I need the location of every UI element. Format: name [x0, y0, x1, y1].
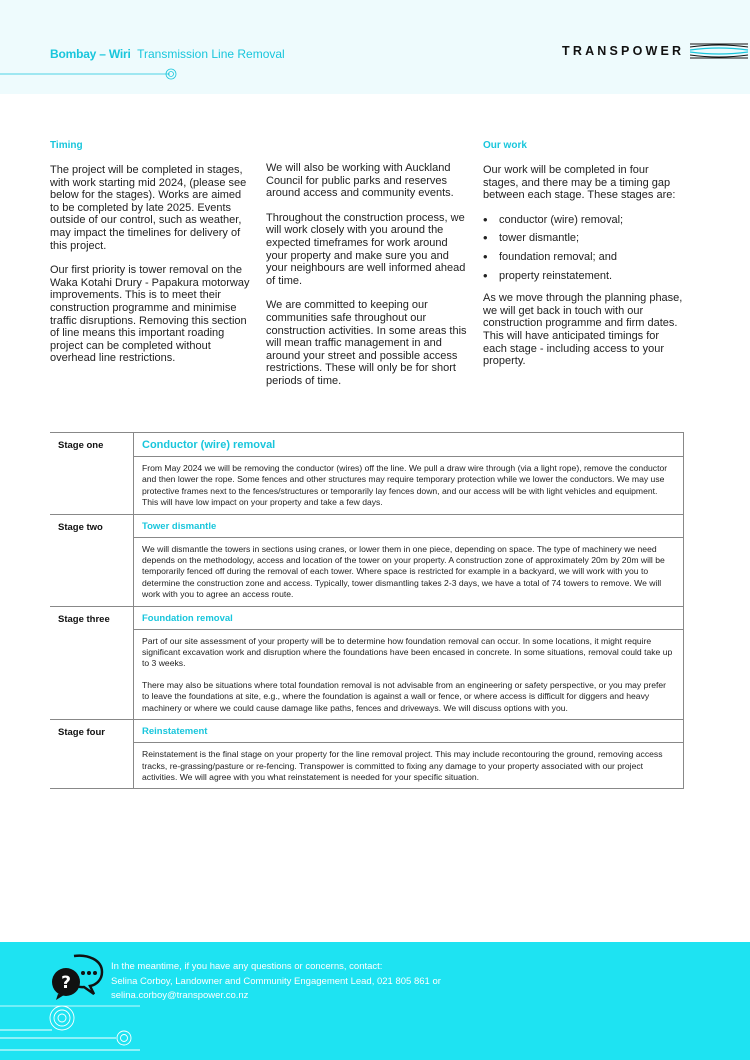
stage-text: [134, 630, 683, 719]
timing-heading: Timing: [50, 140, 83, 151]
stage-row-three: [50, 607, 684, 720]
stage-text: [134, 457, 683, 514]
stage-text: [134, 743, 683, 788]
our-work-outro: As we move through the planning phase, we will get back in touch with our construction programme and firm dates. This will have anticipated timings for each stage - including access to your property.: [483, 292, 683, 368]
stage-body: [134, 515, 684, 606]
stage-row-two: [50, 515, 684, 607]
stage-list: [483, 214, 685, 282]
timing-paragraph-2: Our first priority is tower removal on the Waka Kotahi Drury - Papakura motorway improvements. This is to meet their construction programme and minimise traffic disruptions. Removing this section of line means this important roading project can be completed without overhead line restrictions.: [50, 264, 250, 365]
stage-title: Reinstatement: [134, 720, 683, 743]
stage-body: [134, 433, 684, 514]
stage-row-one: [50, 433, 684, 515]
timing-paragraph-1: The project will be completed in stages, with work starting mid 2024, (please see below for the stages). Works are aimed to be completed by late 2025. Events outside of our control, such as weather, may impact the timelines for delivery of this project.: [50, 164, 247, 252]
stage-label: Stage one: [50, 433, 134, 514]
stage-body: [134, 607, 684, 719]
our-work-intro: Our work will be completed in four stages, and there may be a timing gap between each stage. These stages are:: [483, 164, 676, 202]
middle-paragraph-1: We will also be working with Auckland Council for public parks and reserves around access and community events.: [266, 162, 454, 200]
project-title: [50, 47, 285, 61]
project-name: Bombay – Wiri: [50, 47, 131, 61]
list-item: • tower dismantle;: [483, 232, 685, 245]
contact-details: [111, 960, 441, 1004]
question-chat-icon: [50, 952, 106, 1002]
list-item: • foundation removal; and: [483, 251, 685, 264]
stage-body: [134, 720, 684, 788]
list-item: • conductor (wire) removal;: [483, 214, 685, 227]
stage-label: Stage four: [50, 720, 134, 788]
stage-text: [134, 538, 683, 606]
contact-footer: [0, 942, 750, 1060]
contact-intro: In the meantime, if you have any questions or concerns, contact:: [111, 961, 383, 972]
our-work-heading: Our work: [483, 140, 527, 151]
stage-paragraph: Reinstatement is the final stage on your property for the line removal project. This may include recontouring the ground, removing access tracks, re-grassing/pasture or re-fencing. Transpower is committed to fixing any damage to your property associated with our project activities. We will agree with you what reinstatement is needed for your specific situation.: [142, 749, 663, 782]
middle-paragraph-3: We are committed to keeping our communities safe throughout our construction activities. In some areas this will mean traffic management in and around your street and possible access restrictions. These will only be for short periods of time.: [266, 299, 467, 387]
stage-paragraph: Part of our site assessment of your property will be to determine how foundation removal can occur. In some locations, it might require significant excavation work and disruption where the foundations have been encased in concrete. In some situations, removal could take up to 3 weeks.: [142, 635, 673, 669]
our-work-column: [483, 140, 685, 380]
stage-paragraph: From May 2024 we will be removing the conductor (wires) off the line. We pull a draw wire through (via a light rope), remove the conductor and then lower the rope. Some fences and other structures may require temporary protection while we lower the conductors. We may use protective frames next to the fences/structures or temporarily lay fences down, and our access will be with light vehicles and equipment. This will have low impact on your property and take a few days.: [142, 463, 668, 508]
stage-row-four: [50, 720, 684, 789]
swirl-decoration-icon: [0, 998, 140, 1060]
middle-paragraph-2: Throughout the construction process, we will work closely with you around the expected timeframes for work around your property and make sure you and your neighbours are well informed ahead of time.: [266, 211, 466, 287]
stage-paragraph: We will dismantle the towers in sections using cranes, or lower them in one piece, depending on space. The type of machinery we need depends on the methodology, access and location of the tower on your property. A construction zone of approximately 20m by 20m will be temporarily fenced off during the removal of each tower. Where space is restricted for example in a backyard, we will work with you to determine the construction zone and access. Typically, tower dismantling takes 2-3 days, we have a total of 74 towers to remove. We will work with you to agree an access route.: [142, 543, 665, 600]
stage-title: Conductor (wire) removal: [134, 433, 683, 457]
contact-name: Selina Corboy, Landowner and Community Engagement Lead, 021 805 861 or: [111, 975, 441, 987]
stage-title: Tower dismantle: [134, 515, 683, 538]
middle-column: [266, 162, 468, 400]
stage-title: Foundation removal: [134, 607, 683, 630]
swirl-decoration-icon: [0, 62, 180, 86]
logo-lines-icon: [690, 42, 748, 60]
list-item: • property reinstatement.: [483, 270, 685, 283]
logo-wordmark: TRANSPOWER: [562, 44, 685, 58]
timing-column: [50, 140, 252, 377]
page-header: [0, 0, 750, 94]
project-subtitle: Transmission Line Removal: [137, 47, 285, 61]
stage-paragraph: There may also be situations where total foundation removal is not advisable from an engineering or safety perspective, or you may prefer to leave the foundations at site, e.g., where the foundation is against a wall or fence, or where access is difficult for diggers and heavy machinery or where we could cause damage like paths, fences and driveways. We will discuss options with you.: [142, 679, 667, 713]
stages-table: [50, 432, 684, 789]
contact-email[interactable]: selina.corboy@transpower.co.nz: [111, 990, 249, 1001]
svg-text:?: ?: [61, 973, 71, 993]
stage-label: Stage two: [50, 515, 134, 606]
stage-label: Stage three: [50, 607, 134, 719]
transpower-logo: [562, 42, 748, 60]
